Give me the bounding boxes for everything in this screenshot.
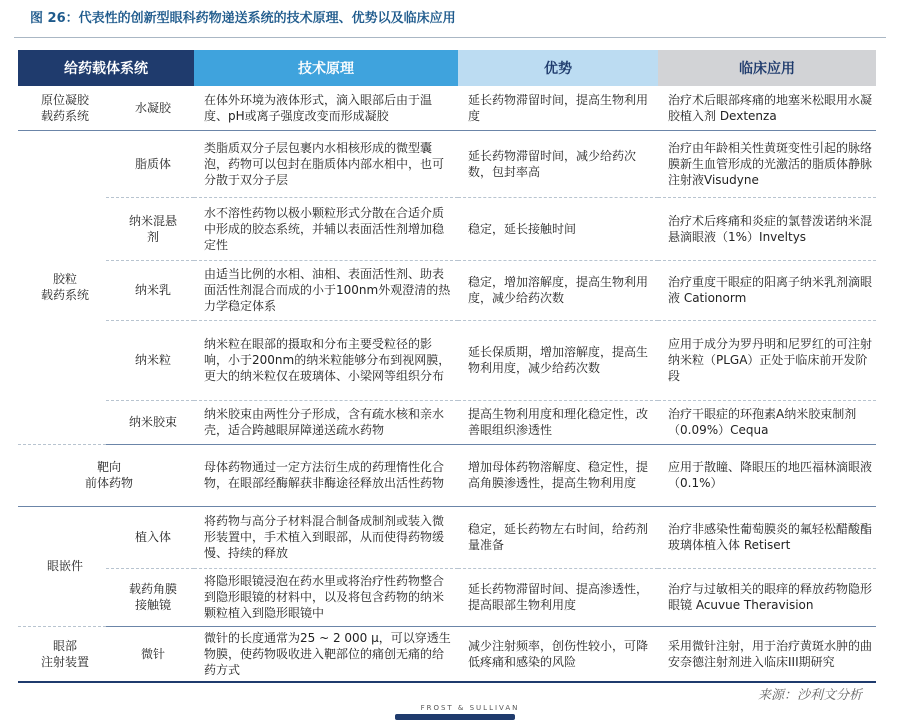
tech-cell: 在体外环境为液体形式，滴入眼部后由于温度、pH或离子强度改变而形成凝胶 (194, 86, 458, 130)
subtype-cell: 纳米胶束 (106, 400, 194, 444)
tech-cell: 纳米粒在眼部的摄取和分布主要受粒径的影响，小于200nm的纳米粒能够分布到视网膜，更大的纳米粒仅在玻璃体、小梁网等组织分布 (194, 320, 458, 400)
application-cell: 应用于成分为罗丹明和尼罗红的可注射纳米粒（PLGA）正处于临床前开发阶段 (658, 320, 876, 400)
tech-cell: 类脂质双分子层包裹内水相核形成的微型囊泡，药物可以包封在脂质体内部水相中，也可分散于双分子层 (194, 130, 458, 197)
category-cell: 胶粒 载药系统 (18, 130, 106, 444)
subtype-cell: 脂质体 (106, 130, 194, 197)
subtype-cell: 微针 (106, 626, 194, 682)
table-row (18, 86, 876, 130)
tech-cell: 将药物与高分子材料混合制备成制剂或装入微形装置中，手术植入到眼部，从而使得药物缓慢、持续的释放 (194, 506, 458, 568)
application-cell: 治疗重度干眼症的阳离子纳米乳剂滴眼液 Cationorm (658, 260, 876, 320)
tech-cell: 母体药物通过一定方法衍生成的药理惰性化合物，在眼部经酶解获非酶途径释放出活性药物 (194, 444, 458, 506)
logo-mark-icon (395, 714, 515, 720)
advantage-cell: 提高生物利用度和理化稳定性，改善眼组织渗透性 (458, 400, 658, 444)
header-application: 临床应用 (658, 50, 876, 86)
advantage-cell: 延长保质期，增加溶解度，提高生物利用度，减少给药次数 (458, 320, 658, 400)
category-cell: 眼嵌件 (18, 506, 106, 626)
subtype-cell: 纳米乳 (106, 260, 194, 320)
header-tech: 技术原理 (194, 50, 458, 86)
table-row (18, 506, 876, 568)
advantage-cell: 稳定，延长接触时间 (458, 197, 658, 260)
table-row (18, 568, 876, 626)
application-cell: 治疗非感染性葡萄膜炎的氟轻松醋酸酯玻璃体植入体 Retisert (658, 506, 876, 568)
advantage-cell: 延长药物滞留时间、提高渗透性，提高眼部生物利用度 (458, 568, 658, 626)
subtype-cell: 植入体 (106, 506, 194, 568)
category-cell: 靶向 前体药物 (18, 444, 194, 506)
advantage-cell: 延长药物滞留时间，减少给药次数，包封率高 (458, 130, 658, 197)
application-cell: 采用微针注射，用于治疗黄斑水肿的曲安奈德注射剂进入临床III期研究 (658, 626, 876, 682)
table-row (18, 320, 876, 400)
advantage-cell: 增加母体药物溶解度、稳定性，提高角膜渗透性，提高生物利用度 (458, 444, 658, 506)
table-row (18, 626, 876, 682)
tech-cell: 由适当比例的水相、油相、表面活性剂、助表面活性剂混合而成的小于100nm外观澄清的热力学稳定体系 (194, 260, 458, 320)
application-cell: 治疗干眼症的环孢素A纳米胶束制剂（0.09%）Cequa (658, 400, 876, 444)
subtype-cell: 纳米粒 (106, 320, 194, 400)
header-row (18, 50, 876, 86)
table-row (18, 197, 876, 260)
table-row (18, 130, 876, 197)
advantage-cell: 减少注射频率，创伤性较小，可降低疼痛和感染的风险 (458, 626, 658, 682)
application-cell: 治疗术后疼痛和炎症的氯替泼诺纳米混悬滴眼液（1%）Inveltys (658, 197, 876, 260)
tech-cell: 微针的长度通常为25 ~ 2 000 μ，可以穿透生物膜，使药物吸收进入靶部位的痛创无痛的给药方式 (194, 626, 458, 682)
subtype-cell: 纳米混悬 剂 (106, 197, 194, 260)
application-cell: 治疗术后眼部疼痛的地塞米松眼用水凝胶植入剂 Dextenza (658, 86, 876, 130)
subtype-cell: 水凝胶 (106, 86, 194, 130)
table-row (18, 400, 876, 444)
application-cell: 应用于散瞳、降眼压的地匹福林滴眼液（0.1%） (658, 444, 876, 506)
tech-cell: 纳米胶束由两性分子形成，含有疏水核和亲水壳，适合跨越眼屏障递送疏水药物 (194, 400, 458, 444)
advantage-cell: 稳定，增加溶解度，提高生物利用度，减少给药次数 (458, 260, 658, 320)
frost-sullivan-logo: FROST & SULLIVAN (420, 704, 520, 712)
figure-title: 图 26：代表性的创新型眼科药物递送系统的技术原理、优势以及临床应用 (30, 11, 456, 26)
application-cell: 治疗由年龄相关性黄斑变性引起的脉络膜新生血管形成的光激活的脂质体静脉注射液Visudyne (658, 130, 876, 197)
category-cell: 原位凝胶 载药系统 (18, 86, 106, 130)
table-row (18, 444, 876, 506)
drug-delivery-table (18, 50, 876, 683)
tech-cell: 将隐形眼镜浸泡在药水里或将治疗性药物整合到隐形眼镜的材料中，以及将包含药物的纳米颗粒植入到隐形眼镜中 (194, 568, 458, 626)
advantage-cell: 稳定，延长药物左右时间，给药剂量准备 (458, 506, 658, 568)
category-cell: 眼部 注射装置 (18, 626, 106, 682)
advantage-cell: 延长药物滞留时间，提高生物利用度 (458, 86, 658, 130)
tech-cell: 水不溶性药物以极小颗粒形式分散在合适介质中形成的胶态系统，并辅以表面活性剂增加稳定性 (194, 197, 458, 260)
application-cell: 治疗与过敏相关的眼痒的释放药物隐形眼镜 Acuvue Theravision (658, 568, 876, 626)
source-note: 来源：沙利文分析 (757, 688, 862, 703)
header-advantage: 优势 (458, 50, 658, 86)
subtype-cell: 载药角膜 接触镜 (106, 568, 194, 626)
header-carrier: 给药载体系统 (18, 50, 194, 86)
title-divider (14, 37, 886, 38)
table-row (18, 260, 876, 320)
